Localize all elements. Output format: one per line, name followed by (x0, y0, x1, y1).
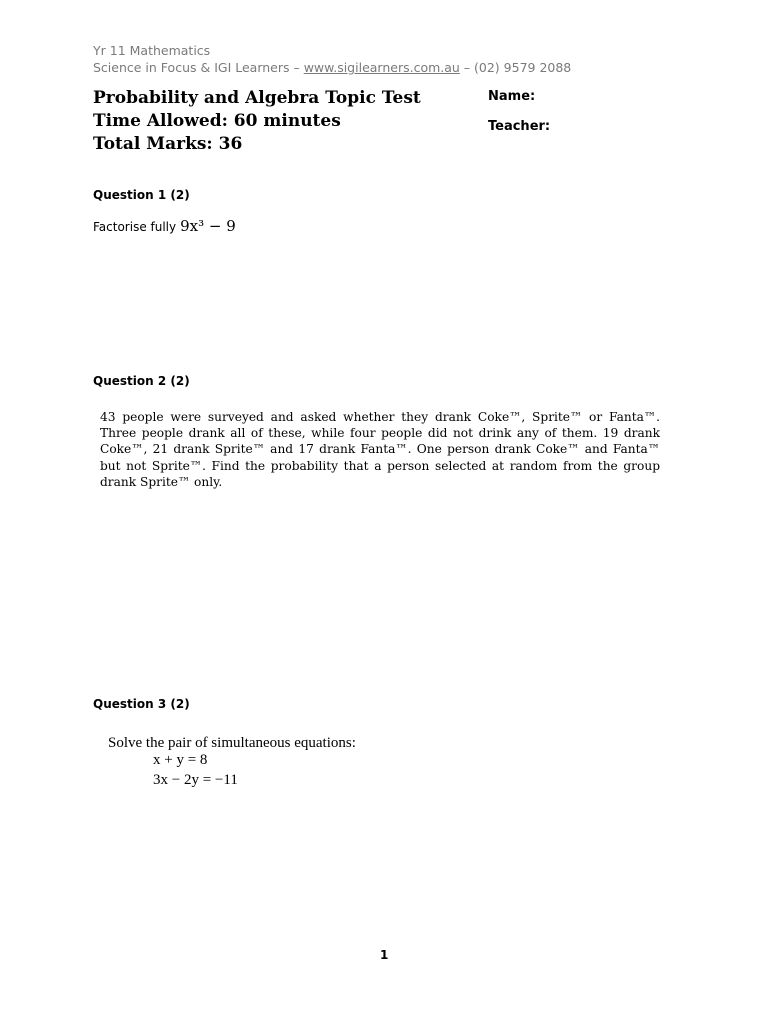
question-3-heading: Question 3 (2) (93, 697, 190, 711)
question-3-intro: Solve the pair of simultaneous equations: (108, 735, 356, 751)
teacher-label: Teacher: (488, 119, 551, 134)
equation-2: 3x − 2y = −11 (153, 772, 238, 788)
website-link[interactable]: www.sigilearners.com.au (303, 60, 460, 75)
test-title: Probability and Algebra Topic Test (93, 88, 421, 108)
question-2-heading: Question 2 (2) (93, 374, 190, 388)
question-1-prompt (93, 217, 236, 235)
question-1-text: Factorise fully (93, 220, 177, 234)
equation-1: x + y = 8 (153, 752, 208, 768)
header-phone: – (02) 9579 2088 (459, 60, 572, 75)
question-2-text: 43 people were surveyed and asked whether they drank Coke™, Sprite™ or Fanta™. Three people drank all of these, while four people did not drink any of them. 19 drank Coke™, 21 drank Sprite™ and 17 drank Fanta™. One person drank Coke™ and Fanta™ but not Sprite™. Find the probability that a person selected at random from the group drank Sprite™ only. (100, 410, 660, 489)
total-marks: Total Marks: 36 (93, 134, 243, 154)
question-1-heading: Question 1 (2) (93, 188, 190, 202)
question-1-expression: 9x³ − 9 (180, 217, 236, 235)
header-line-2 (93, 60, 571, 75)
time-allowed: Time Allowed: 60 minutes (93, 111, 341, 131)
header-org: Science in Focus & IGI Learners – (93, 60, 304, 75)
name-label: Name: (488, 89, 536, 104)
page-number: 1 (380, 948, 389, 962)
header-line-1: Yr 11 Mathematics (93, 43, 211, 58)
